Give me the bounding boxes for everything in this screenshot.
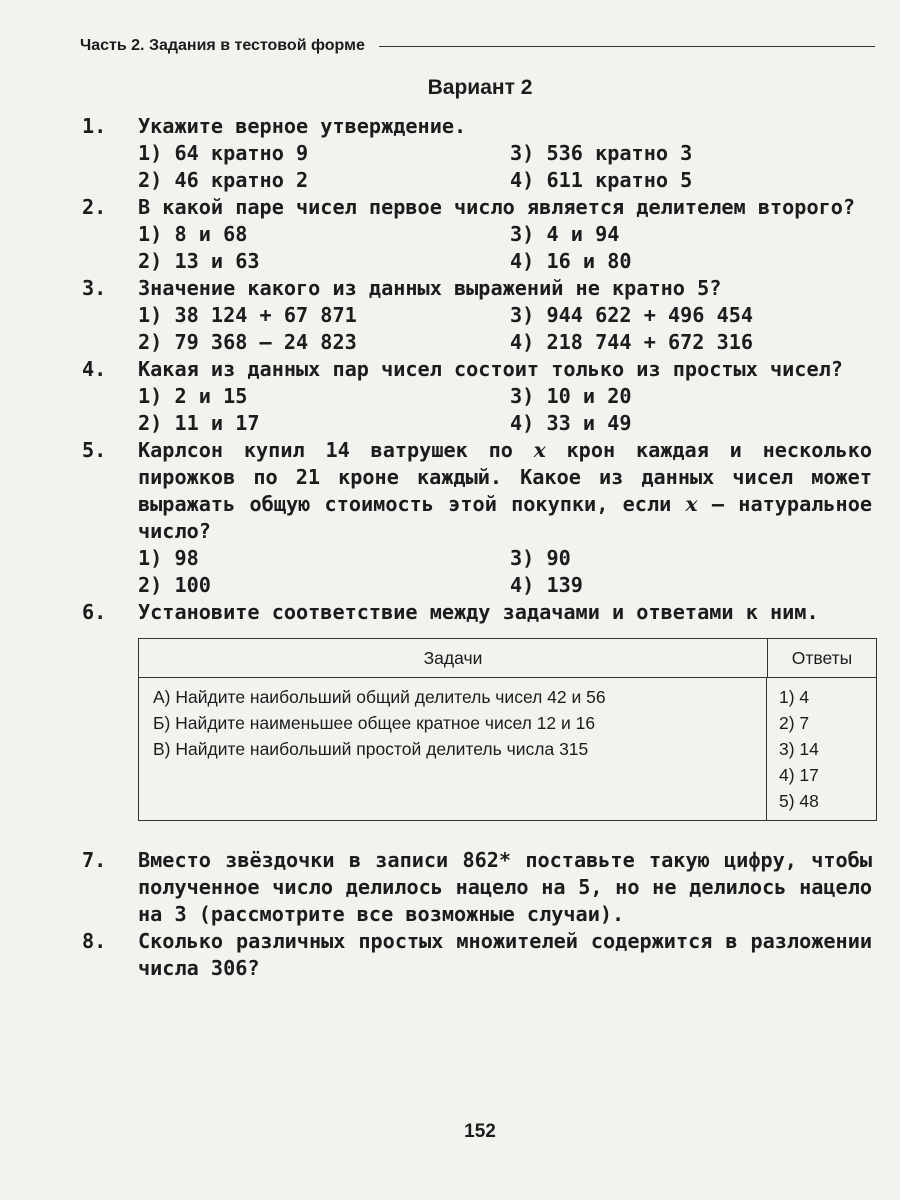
page-number: 152 [464,1121,496,1142]
task-number: 8. [82,929,107,953]
question-text: Карлсон купил 14 ватрушек по x крон каждая и несколько пирожков по 21 кроне каждый. Какое из данных чисел может выражать общую стоимость этой покупки, если x — натуральное число? [138,438,873,543]
option: 4) 139 [510,573,583,597]
column-header-tasks: Задачи [139,639,768,677]
option: 1) 2 и 15 [138,384,248,408]
option: 1) 64 кратно 9 [138,141,309,165]
header-rule [379,46,875,47]
table-row: В) Найдите наибольший простой делитель числа 315 [153,739,589,759]
option: 1) 8 и 68 [138,222,248,246]
option: 1) 98 [138,546,199,570]
option: 3) 90 [510,546,571,570]
option: 2) 11 и 17 [138,411,260,435]
question-text: Значение какого из данных выражений не кратно 5? [138,276,722,300]
task-number: 2. [82,195,107,219]
matching-table [138,638,877,821]
option: 2) 46 кратно 2 [138,168,309,192]
question-text: Установите соответствие между задачами и ответами к ним. [138,600,819,624]
variable-x: x [533,438,546,462]
task-5 [82,437,872,599]
table-body [139,678,876,820]
task-3 [82,275,872,356]
question-text: Какая из данных пар чисел состоит только из простых чисел? [138,357,843,381]
option: 2) 79 368 – 24 823 [138,330,357,354]
task-6 [82,599,872,847]
answer-options [138,302,872,356]
answer-item: 4) 17 [779,765,819,785]
option: 3) 10 и 20 [510,384,632,408]
table-row: А) Найдите наибольший общий делитель чисел 42 и 56 [153,687,606,707]
question-text: Вместо звёздочки в записи 862* поставьте такую цифру, чтобы полученное число делилось нацело на 5, но не делилось нацело на 3 (рассмотрите все возможные случаи). [138,848,872,926]
task-number: 6. [82,600,107,624]
answer-item: 2) 7 [779,713,810,733]
table-header [139,639,876,678]
answer-options [138,383,872,437]
answer-item: 1) 4 [779,687,810,707]
running-header [80,34,875,58]
question-text: Укажите верное утверждение. [138,114,467,138]
task-number: 1. [82,114,107,138]
task-list [82,113,872,982]
section-title: Часть 2. Задания в тестовой форме [80,37,365,54]
option: 3) 4 и 94 [510,222,620,246]
answer-options [138,221,872,275]
task-number: 5. [82,438,107,462]
answer-options [138,140,872,194]
table-row: Б) Найдите наименьшее общее кратное чисел 12 и 16 [153,713,596,733]
answer-item: 5) 48 [779,791,819,811]
task-2 [82,194,872,275]
option: 2) 13 и 63 [138,249,260,273]
option: 3) 944 622 + 496 454 [510,303,754,327]
option: 2) 100 [138,573,211,597]
option: 4) 611 кратно 5 [510,168,693,192]
task-number: 7. [82,848,107,872]
question-text: В какой паре чисел первое число является делителем второго? [138,195,856,219]
variable-x: x [685,492,698,516]
task-number: 3. [82,276,107,300]
option: 4) 33 и 49 [510,411,632,435]
task-4 [82,356,872,437]
question-text: Сколько различных простых множителей содержится в разложении числа 306? [138,929,872,980]
answers-cell [767,678,876,820]
task-8 [82,928,872,982]
tasks-cell [139,678,767,820]
option: 4) 16 и 80 [510,249,632,273]
answer-item: 3) 14 [779,739,819,759]
answer-options [138,545,872,599]
option: 4) 218 744 + 672 316 [510,330,754,354]
task-number: 4. [82,357,107,381]
column-header-answers: Ответы [791,648,853,668]
option: 3) 536 кратно 3 [510,141,693,165]
task-1 [82,113,872,194]
variant-title: Вариант 2 [427,76,533,99]
task-7 [82,847,872,928]
option: 1) 38 124 + 67 871 [138,303,357,327]
